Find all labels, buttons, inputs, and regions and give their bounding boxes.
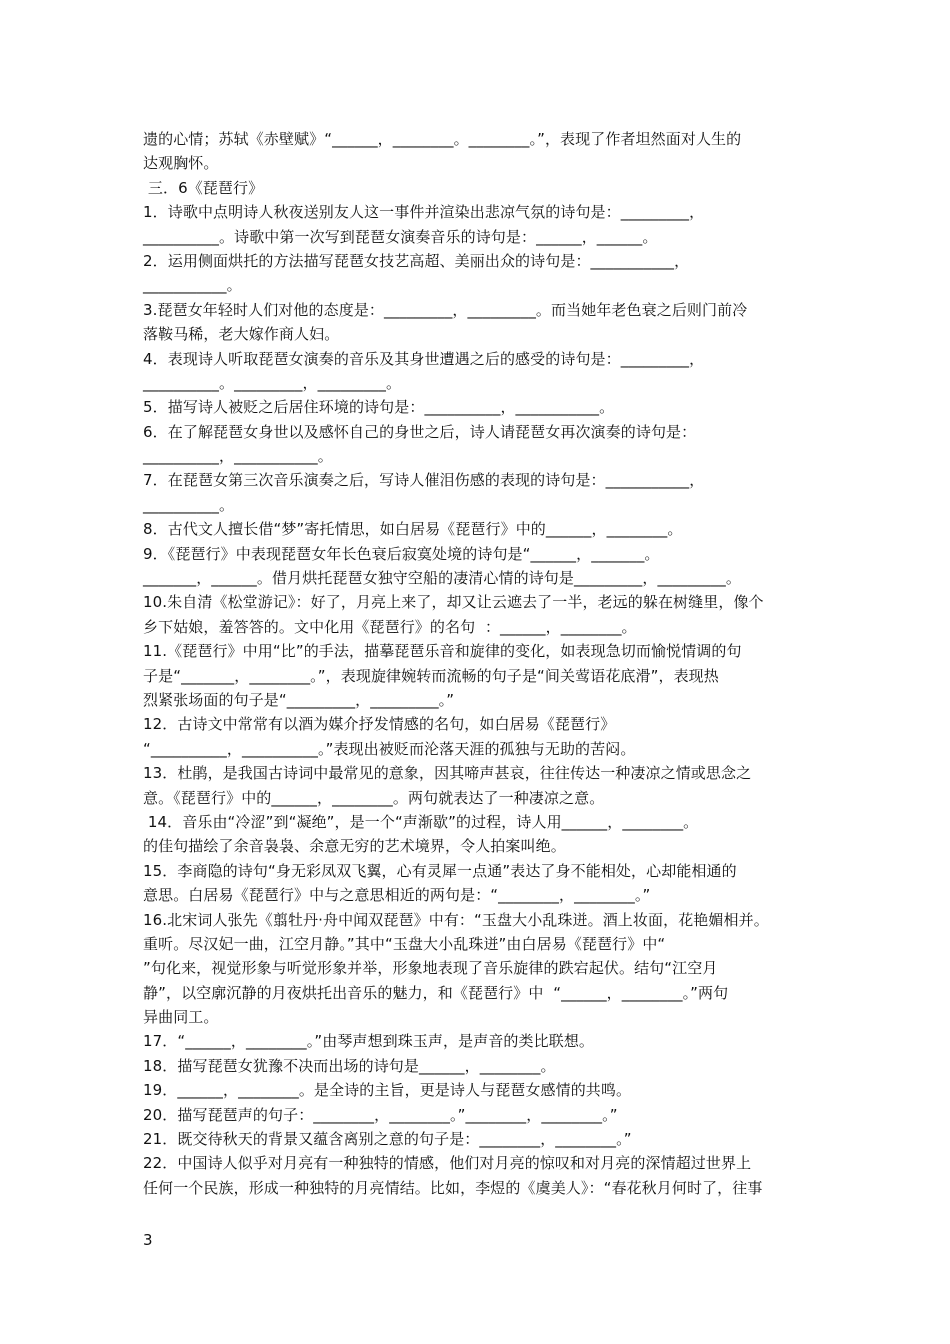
question-8: 8．古代文人擅长借“梦”寄托情思，如白居易《琵琶行》中的______，________。 <box>143 520 683 539</box>
text-line: 的佳句描绘了余音袅袅、余意无穷的艺术境界，令人拍案叫绝。 <box>143 837 566 856</box>
text-line: __________，___________。 <box>143 447 333 466</box>
text-line: 烈紧张场面的句子是“_________，_________。” <box>143 690 455 709</box>
text-line: 重听。尽汉妃一曲，江空月静。”其中“玉盘大小乱珠迸”由白居易《琵琶行》中“ <box>143 934 666 953</box>
question-12: 12．古诗文中常常有以酒为媒介抒发情感的名句，如白居易《琵琶行》 <box>143 715 616 734</box>
text-line: 意。《琵琶行》中的______，________。两句就表达了一种凄凉之意。 <box>143 788 605 807</box>
text-line: 达观胸怀。 <box>143 154 219 173</box>
question-17: 17．“______，________。”由琴声想到珠玉声，是声音的类比联想。 <box>143 1032 595 1051</box>
question-10: 10.朱自清《松堂游记》：好了，月亮上来了，却又让云遮去了一半，老远的躲在树缝里，像个 <box>143 593 764 612</box>
text-line: __________。 <box>143 495 235 514</box>
question-20: 20．描写琵琶声的句子：________，________。”________，________。” <box>143 1105 618 1124</box>
text-line: ”句化来，视觉形象与听觉形象并举，形象地表现了音乐旋律的跌宕起伏。结句“江空月 <box>143 959 718 978</box>
question-13: 13．杜鹃，是我国古诗词中最常见的意象，因其啼声甚哀，往往传达一种凄凉之情或思念之 <box>143 764 752 783</box>
question-5: 5．描写诗人被贬之后居住环境的诗句是：__________，___________。 <box>143 398 615 417</box>
text-line: 遗的心情；苏轼《赤壁赋》“______，________。________。”，表现了作者坦然面对人生的 <box>143 130 742 148</box>
question-1: 1．诗歌中点明诗人秋夜送别友人这一事件并渲染出悲凉气氛的诗句是：_________， <box>143 203 705 222</box>
text-line: 异曲同工。 <box>143 1008 219 1027</box>
text-line: “__________，__________。”表现出被贬而沦落天涯的孤独与无助的苦闷。 <box>143 739 636 758</box>
text-line: 静”，以空廓沉静的月夜烘托出音乐的魅力，和《琵琶行》中 “______，________。”两句 <box>143 983 729 1002</box>
question-6: 6．在了解琵琶女身世以及感怀自己的身世之后，诗人请琵琶女再次演奏的诗句是： <box>143 422 697 441</box>
question-11: 11.《琵琶行》中用“比”的手法，描摹琵琶乐音和旋律的变化，如表现急切而愉悦情调的句 <box>143 642 742 661</box>
section-heading: 三．6《琵琶行》 <box>143 178 264 197</box>
text-line: 意思。白居易《琵琶行》中与之意思相近的两句是：“________，________。” <box>143 886 651 905</box>
question-18: 18．描写琵琶女犹豫不决而出场的诗句是______，________。 <box>143 1056 556 1075</box>
text-line: 乡下姑娘，羞答答的。文中化用《琵琶行》的名句 ：______，________。 <box>143 617 637 636</box>
text-line: ___________。 <box>143 276 242 295</box>
question-2: 2．运用侧面烘托的方法描写琵琶女技艺高超、美丽出众的诗句是：___________， <box>143 251 690 270</box>
text-line: 任何一个民族，形成一种独特的月亮情结。比如，李煜的《虞美人》：“春花秋月何时了，往事 <box>143 1178 763 1197</box>
question-14: 14．音乐由“冷涩”到“凝绝”，是一个“声渐歇”的过程，诗人用______，________。 <box>143 812 699 831</box>
text-line: __________。诗歌中第一次写到琵琶女演奏音乐的诗句是：______，______。 <box>143 227 658 246</box>
question-7: 7．在琵琶女第三次音乐演奏之后，写诗人催泪伤感的表现的诗句是：___________， <box>143 471 705 490</box>
text-line: 落鞍马稀，老大嫁作商人妇。 <box>143 325 340 344</box>
page-number: 3 <box>143 1231 153 1249</box>
question-9: 9．《琵琶行》中表现琵琶女年长色衰后寂寞处境的诗句是“______，_______。 <box>143 544 660 563</box>
question-16: 16.北宋词人张先《翦牡丹·舟中闻双琵琶》中有：“玉盘大小乱珠迸。酒上妆面，花艳媚相并。 <box>143 910 769 929</box>
question-4: 4．表现诗人听取琵琶女演奏的音乐及其身世遭遇之后的感受的诗句是：_________， <box>143 349 705 368</box>
document-body <box>143 127 809 1200</box>
question-3: 3.琵琶女年轻时人们对他的态度是：_________，_________。而当她年老色衰之后则门前冷 <box>143 300 748 319</box>
text-line: __________。_________，_________。 <box>143 373 402 392</box>
question-21: 21．既交待秋天的背景又蕴含离别之意的句子是：________，________。” <box>143 1130 632 1149</box>
text-line: _______，______。借月烘托琵琶女独守空船的凄清心情的诗句是_________，_________。 <box>143 569 742 588</box>
question-19: 19．______，________。是全诗的主旨，更是诗人与琵琶女感情的共鸣。 <box>143 1081 632 1100</box>
question-15: 15．李商隐的诗句“身无彩凤双飞翼，心有灵犀一点通”表达了身不能相处，心却能相通的 <box>143 861 737 880</box>
question-22: 22．中国诗人似乎对月亮有一种独特的情感，他们对月亮的惊叹和对月亮的深情超过世界上 <box>143 1154 752 1173</box>
text-line: 子是“_______，________。”，表现旋律婉转而流畅的句子是“间关莺语花底滑”，表现热 <box>143 666 719 685</box>
